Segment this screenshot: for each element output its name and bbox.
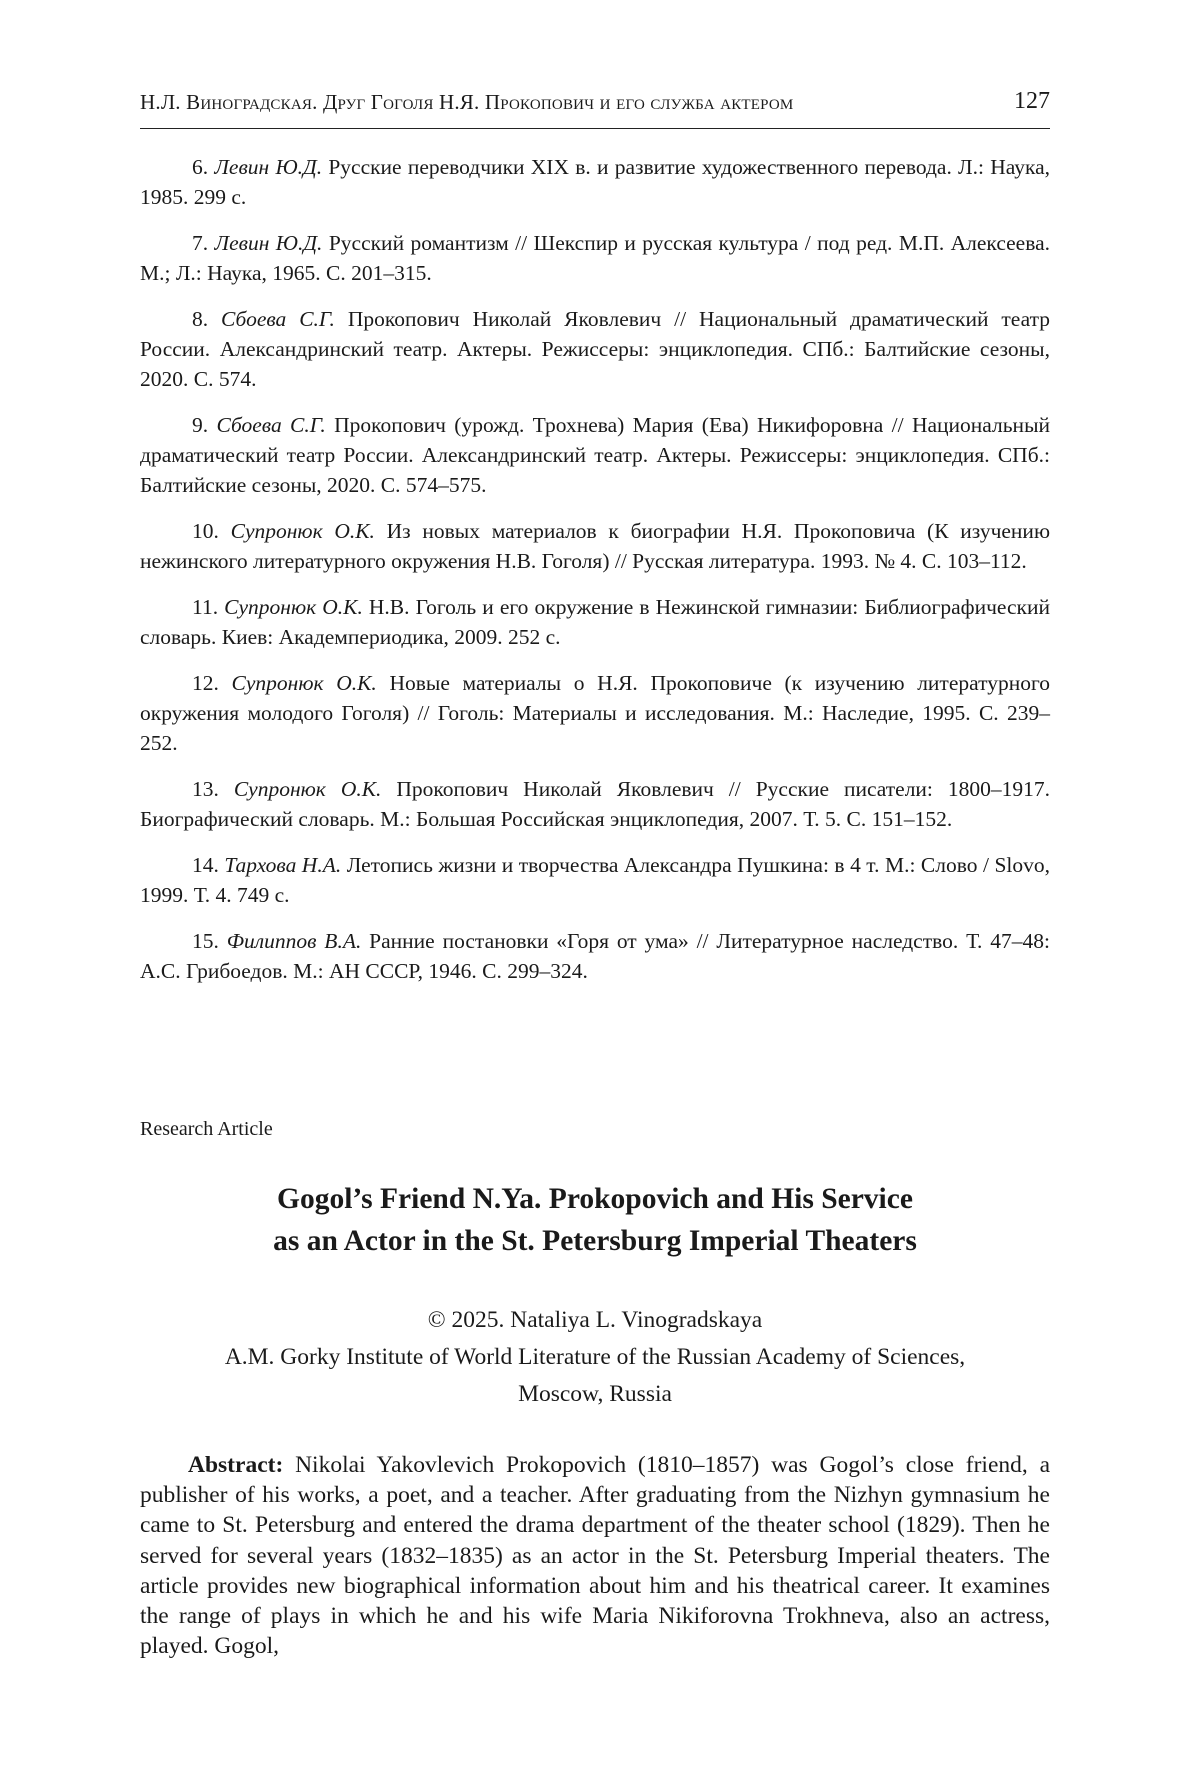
reference-item bbox=[140, 228, 1050, 288]
reference-text: Новые материалы о Н.Я. Прокоповиче (к изучению литературного окружения молодого Гоголя) // Гоголь: Материалы и исследования. М.: Наследие, 1995. С. 239–252. bbox=[140, 671, 1051, 755]
author-location: Moscow, Russia bbox=[518, 1381, 672, 1407]
reference-text: Из новых материалов к биографии Н.Я. Прокоповича (К изучению нежинского литературного окружения Н.В. Гоголя) // Русская литература. 1993. № 4. С. 103–112. bbox=[140, 519, 1050, 573]
reference-author: Супронюк О.К. bbox=[233, 777, 382, 801]
abstract-label: Abstract: bbox=[188, 1452, 284, 1478]
reference-author: Левин Ю.Д. bbox=[214, 231, 323, 255]
reference-author: Левин Ю.Д. bbox=[214, 155, 323, 179]
reference-item bbox=[140, 668, 1050, 758]
reference-text: Прокопович Николай Яковлевич // Национальный драматический театр России. Александринский театр. Актеры. Режиссеры: энциклопедия. СПб.: Балтийские сезоны, 2020. С. 574. bbox=[140, 307, 1050, 391]
reference-item bbox=[140, 152, 1050, 212]
reference-item bbox=[140, 592, 1050, 652]
reference-text: Русские переводчики XIX в. и развитие художественного перевода. Л.: Наука, 1985. 299 с. bbox=[140, 155, 1050, 209]
reference-author: Супронюк О.К. bbox=[230, 519, 375, 543]
article-title-line: Gogol’s Friend N.Ya. Prokopovich and His Service bbox=[277, 1183, 913, 1215]
reference-item bbox=[140, 304, 1050, 394]
reference-item bbox=[140, 850, 1050, 910]
abstract-text: Nikolai Yakovlevich Prokopovich (1810–1857) was Gogol’s close friend, a publisher of his works, a poet, and a teacher. After graduating from the Nizhyn gymnasium he came to St. Petersburg and entered the drama department of the theater school (1829). Then he served for several years (1832–1835) as an actor in the St. Petersburg Imperial theaters. The article provides new biographical information about him and his theatrical career. It examines the range of plays in which he and his wife Maria Nikiforovna Trokhneva, also an actress, played. Gogol, bbox=[140, 1452, 1050, 1660]
reference-number: 9. bbox=[192, 413, 209, 437]
reference-item bbox=[140, 516, 1050, 576]
page-number: 127 bbox=[1014, 88, 1050, 114]
reference-number: 8. bbox=[192, 307, 209, 331]
article-type-label: Research Article bbox=[140, 1118, 273, 1140]
reference-text: Летопись жизни и творчества Александра Пушкина: в 4 т. М.: Слово / Slovo, 1999. Т. 4. 749 с. bbox=[140, 853, 1050, 907]
article-title bbox=[140, 1178, 1050, 1262]
reference-number: 7. bbox=[192, 231, 209, 255]
reference-list bbox=[140, 152, 1050, 1002]
reference-number: 15. bbox=[192, 929, 219, 953]
reference-author: Филиппов В.А. bbox=[226, 929, 362, 953]
reference-item bbox=[140, 926, 1050, 986]
reference-number: 14. bbox=[192, 853, 219, 877]
reference-author: Супронюк О.К. bbox=[224, 595, 363, 619]
running-title: Н.Л. Виноградская. Друг Гоголя Н.Я. Прокопович и его служба актером bbox=[140, 90, 794, 114]
abstract bbox=[140, 1450, 1050, 1661]
reference-text: Ранние постановки «Горя от ума» // Литературное наследство. Т. 47–48: А.С. Грибоедов. М.: АН СССР, 1946. С. 299–324. bbox=[140, 929, 1051, 983]
reference-number: 12. bbox=[192, 671, 219, 695]
reference-text: Прокопович Николай Яковлевич // Русские писатели: 1800–1917. Биографический словарь. М.: Большая Российская энциклопедия, 2007. Т. 5. С. 151–152. bbox=[140, 777, 1050, 831]
reference-text: Н.В. Гоголь и его окружение в Нежинской гимназии: Библиографический словарь. Киев: Академпериодика, 2009. 252 с. bbox=[140, 595, 1051, 649]
reference-item bbox=[140, 410, 1050, 500]
running-header bbox=[140, 88, 1050, 129]
reference-number: 11. bbox=[192, 595, 219, 619]
author-affiliation: A.M. Gorky Institute of World Literature of the Russian Academy of Sciences, bbox=[224, 1344, 966, 1370]
author-block bbox=[140, 1302, 1050, 1413]
reference-number: 13. bbox=[192, 777, 219, 801]
reference-text: Прокопович (урожд. Трохнева) Мария (Ева) Никифоровна // Национальный драматический театр России. Александринский театр. Актеры. Режиссеры: энциклопедия. СПб.: Балтийские сезоны, 2020. С. 574–575. bbox=[140, 413, 1051, 497]
reference-number: 10. bbox=[192, 519, 219, 543]
reference-author: Сбоева С.Г. bbox=[216, 413, 326, 437]
reference-author: Сбоева С.Г. bbox=[221, 307, 335, 331]
reference-author: Супронюк О.К. bbox=[231, 671, 377, 695]
reference-text: Русский романтизм // Шекспир и русская культура / под ред. М.П. Алексеева. М.; Л.: Наука, 1965. С. 201–315. bbox=[140, 231, 1051, 285]
reference-number: 6. bbox=[192, 155, 209, 179]
article-title-line: as an Actor in the St. Petersburg Imperial Theaters bbox=[273, 1225, 917, 1257]
author-copyright: © 2025. Nataliya L. Vinogradskaya bbox=[427, 1307, 763, 1333]
reference-item bbox=[140, 774, 1050, 834]
reference-author: Тархова Н.А. bbox=[224, 853, 342, 877]
